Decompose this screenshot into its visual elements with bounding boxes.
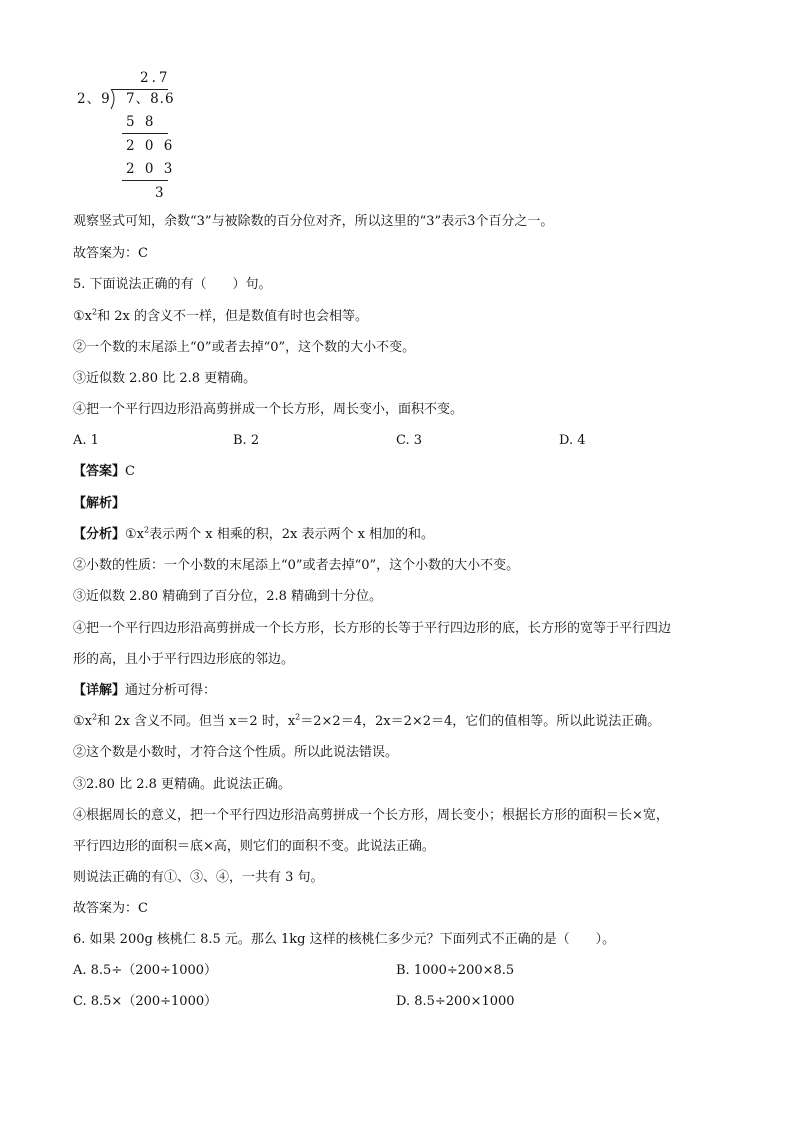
option-a: A. 8.5÷（200÷1000）	[73, 963, 218, 978]
detail-text: ①x	[73, 714, 92, 729]
superscript: 2	[144, 525, 150, 535]
fenxi-4b: 形的高，且小于平行四边形底的邻边。	[73, 652, 295, 667]
statement-text: ①x	[73, 309, 92, 324]
question-stem: 6. 如果 200g 核桃仁 8.5 元。那么 1kg 这样的核桃仁多少元？下面列式不正确的是（ ）。	[73, 932, 616, 947]
division-bar	[112, 89, 168, 90]
detail-3: ③2.80 比 2.8 更精确。此说法正确。	[73, 777, 292, 792]
detail-1	[73, 713, 660, 731]
superscript: 2	[92, 307, 98, 317]
conclusion: 则说法正确的有①、③、④，一共有 3 句。	[73, 870, 324, 885]
option-c: C. 8.5×（200÷1000）	[73, 994, 218, 1009]
option-d: D. 4	[559, 433, 586, 448]
fenxi-1	[73, 526, 434, 544]
question-stem: 5. 下面说法正确的有（ ）句。	[73, 277, 272, 292]
option-b: B. 2	[233, 433, 260, 448]
statement-2: ②一个数的末尾添上“0”或者去掉“0”，这个数的大小不变。	[73, 340, 416, 355]
division-step: 5 8	[126, 114, 157, 130]
superscript: 2	[92, 712, 98, 722]
answer-value: C	[125, 464, 135, 479]
division-remainder: 3	[155, 185, 167, 201]
analysis-label: 【解析】	[73, 496, 126, 511]
answer-line: 故答案为：C	[73, 901, 148, 916]
fenxi-text: 表示两个 x 相乘的积，2x 表示两个 x 相加的和。	[149, 527, 435, 542]
detail-intro	[73, 682, 216, 700]
division-bracket	[108, 88, 118, 110]
statement-text: 和 2x 的含义不一样，但是数值有时也会相等。	[97, 309, 368, 324]
division-step: 2 0 6	[126, 138, 176, 154]
superscript: 2	[295, 712, 301, 722]
answer-row	[73, 463, 135, 481]
statement-4: ④把一个平行四边形沿高剪拼成一个长方形，周长变小，面积不变。	[73, 402, 464, 417]
dividend: 7、8.6	[126, 91, 175, 107]
option-c: C. 3	[396, 433, 423, 448]
detail-text: 通过分析可得：	[125, 683, 217, 698]
detail-text: 和 2x 含义不同。但当 x＝2 时，x	[97, 714, 296, 729]
fenxi-3: ③近似数 2.80 精确到了百分位，2.8 精确到十分位。	[73, 589, 383, 604]
detail-label: 【详解】	[73, 683, 126, 698]
observation-text: 观察竖式可知，余数“3”与被除数的百分位对齐，所以这里的“3”表示3个百分之一。	[73, 214, 554, 229]
divisor: 2、9	[77, 91, 111, 107]
detail-text: ＝2×2＝4，2x＝2×2＝4，它们的值相等。所以此说法正确。	[300, 714, 661, 729]
fenxi-4a: ④把一个平行四边形沿高剪拼成一个长方形，长方形的长等于平行四边形的底，长方形的宽等于平行四边	[73, 621, 672, 636]
detail-4a: ④根据周长的意义，把一个平行四边形沿高剪拼成一个长方形，周长变小；根据长方形的面积＝长×宽，	[73, 808, 669, 823]
option-b: B. 1000÷200×8.5	[396, 963, 515, 978]
option-a: A. 1	[73, 433, 99, 448]
detail-2: ②这个数是小数时，才符合这个性质。所以此说法错误。	[73, 745, 399, 760]
option-d: D. 8.5÷200×1000	[396, 994, 515, 1009]
fenxi-text: ①x	[125, 527, 145, 542]
fenxi-2: ②小数的性质：一个小数的末尾添上“0”或者去掉“0”，这个小数的大小不变。	[73, 558, 520, 573]
quotient: 2.7	[140, 70, 171, 86]
fenxi-label: 【分析】	[73, 527, 126, 542]
division-line	[122, 133, 168, 134]
division-line	[122, 180, 168, 181]
detail-4b: 平行四边形的面积＝底×高，则它们的面积不变。此说法正确。	[73, 839, 435, 854]
statement-1	[73, 308, 368, 326]
answer-line: 故答案为：C	[73, 246, 148, 261]
statement-3: ③近似数 2.80 比 2.8 更精确。	[73, 371, 257, 386]
answer-label: 【答案】	[73, 464, 126, 479]
division-step: 2 0 3	[126, 161, 176, 177]
